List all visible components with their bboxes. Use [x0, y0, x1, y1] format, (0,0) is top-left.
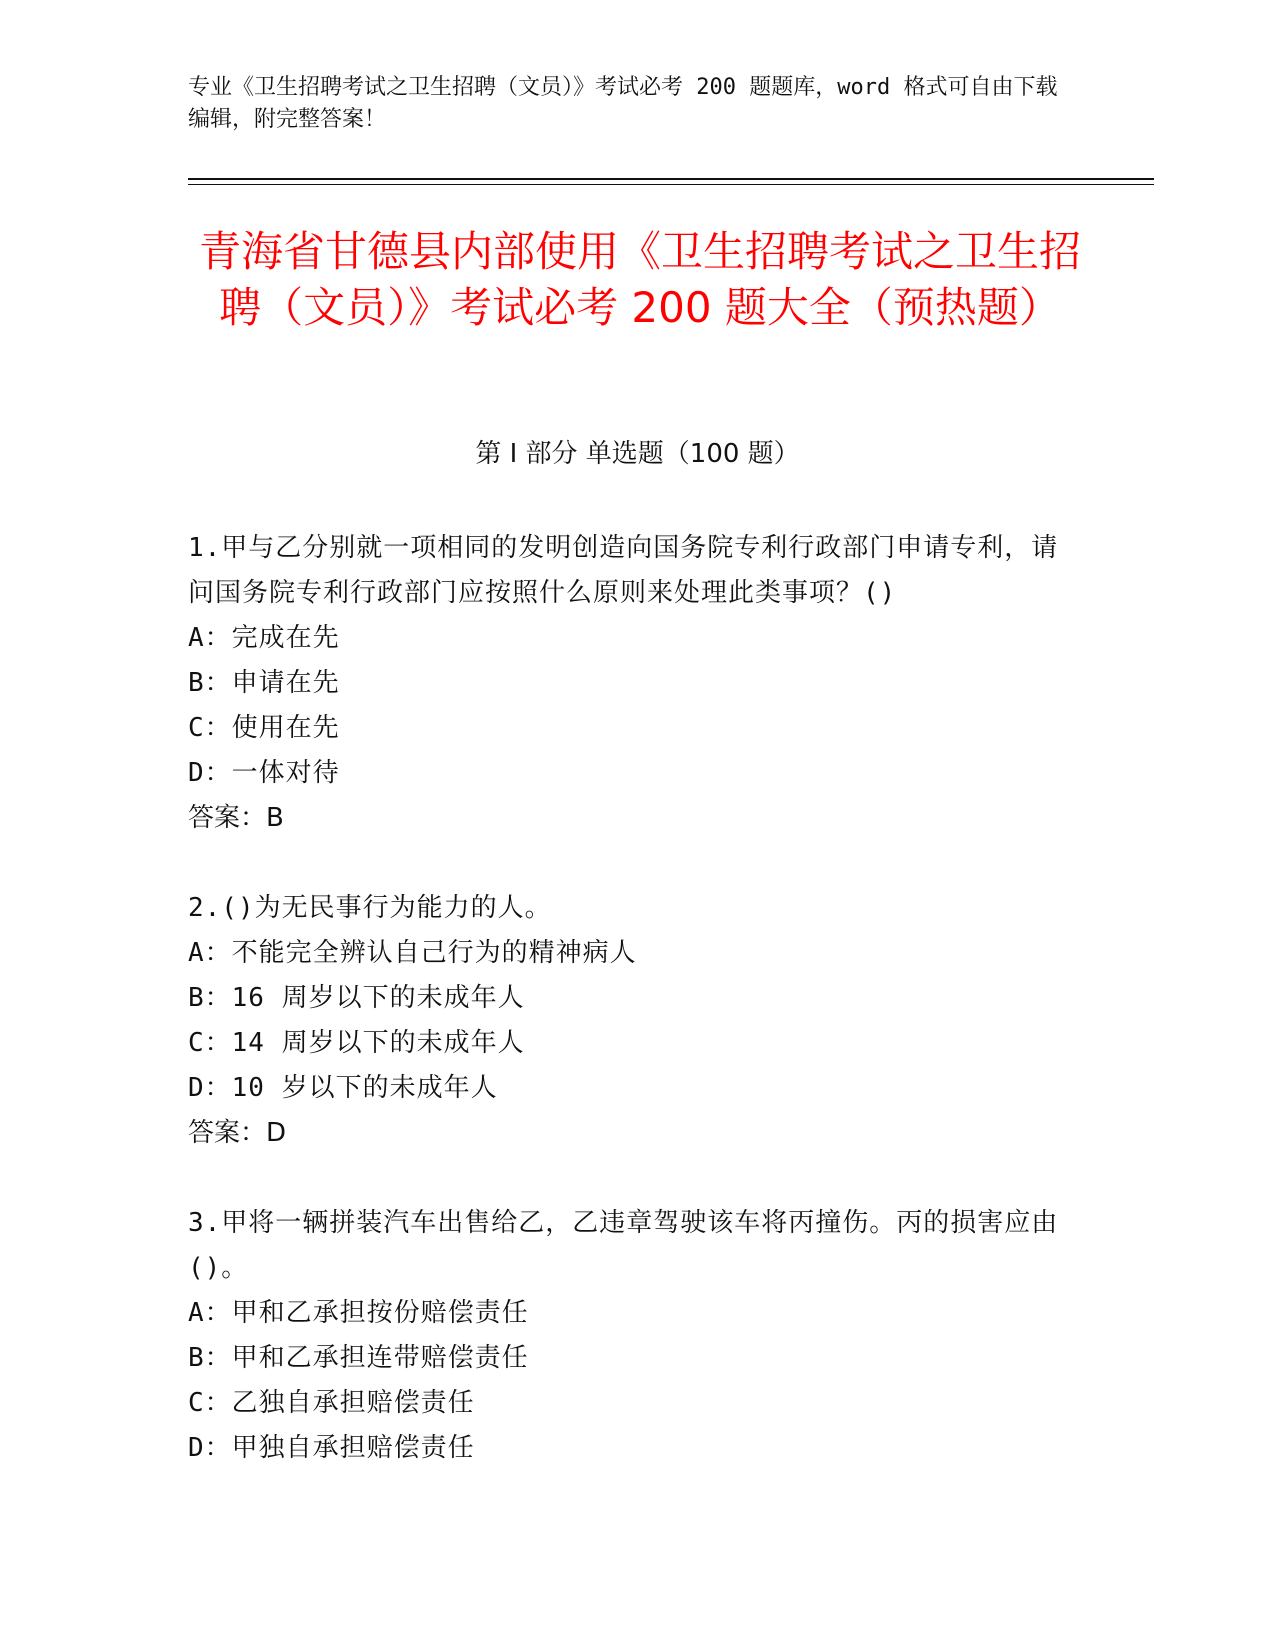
option-d: D：一体对待: [188, 758, 340, 788]
option-d: D：甲独自承担赔偿责任: [188, 1433, 475, 1463]
option-b: B：申请在先: [188, 668, 340, 698]
answer-line: 答案：B: [188, 803, 284, 833]
document-title: 青海省甘德县内部使用《卫生招聘考试之卫生招聘（文员）》考试必考 200 题大全（预热题）: [198, 227, 1081, 332]
option-b: B：甲和乙承担连带赔偿责任: [188, 1343, 529, 1373]
option-c: C：14 周岁以下的未成年人: [188, 1028, 525, 1058]
option-a: A：不能完全辨认自己行为的精神病人: [188, 938, 637, 968]
option-a: A：完成在先: [188, 623, 340, 653]
question-1: [188, 526, 1068, 841]
option-d: D：10 岁以下的未成年人: [188, 1073, 498, 1103]
option-b: B：16 周岁以下的未成年人: [188, 983, 525, 1013]
answer-line: 答案：D: [188, 1118, 287, 1148]
header-divider-thick: [188, 178, 1154, 180]
section-heading: 第 I 部分 单选题（100 题）: [475, 439, 800, 469]
option-c: C：乙独自承担赔偿责任: [188, 1388, 475, 1418]
question-3: [188, 1201, 1068, 1471]
question-stem: 2.()为无民事行为能力的人。: [188, 893, 552, 923]
question-stem: 3.甲将一辆拼装汽车出售给乙，乙违章驾驶该车将丙撞伤。丙的损害应由()。: [188, 1208, 1059, 1283]
question-spacer: [188, 841, 1068, 886]
question-spacer: [188, 1156, 1068, 1201]
option-a: A：甲和乙承担按份赔偿责任: [188, 1298, 529, 1328]
header-note: 专业《卫生招聘考试之卫生招聘（文员）》考试必考 200 题题库，word 格式可自由下载编辑，附完整答案！: [188, 75, 1058, 132]
question-stem: 1.甲与乙分别就一项相同的发明创造向国务院专利行政部门申请专利，请问国务院专利行政部门应按照什么原则来处理此类事项？(): [188, 533, 1059, 608]
header-divider-thin: [188, 184, 1154, 185]
question-2: [188, 886, 1068, 1156]
option-c: C：使用在先: [188, 713, 340, 743]
question-list: [188, 526, 1068, 1471]
